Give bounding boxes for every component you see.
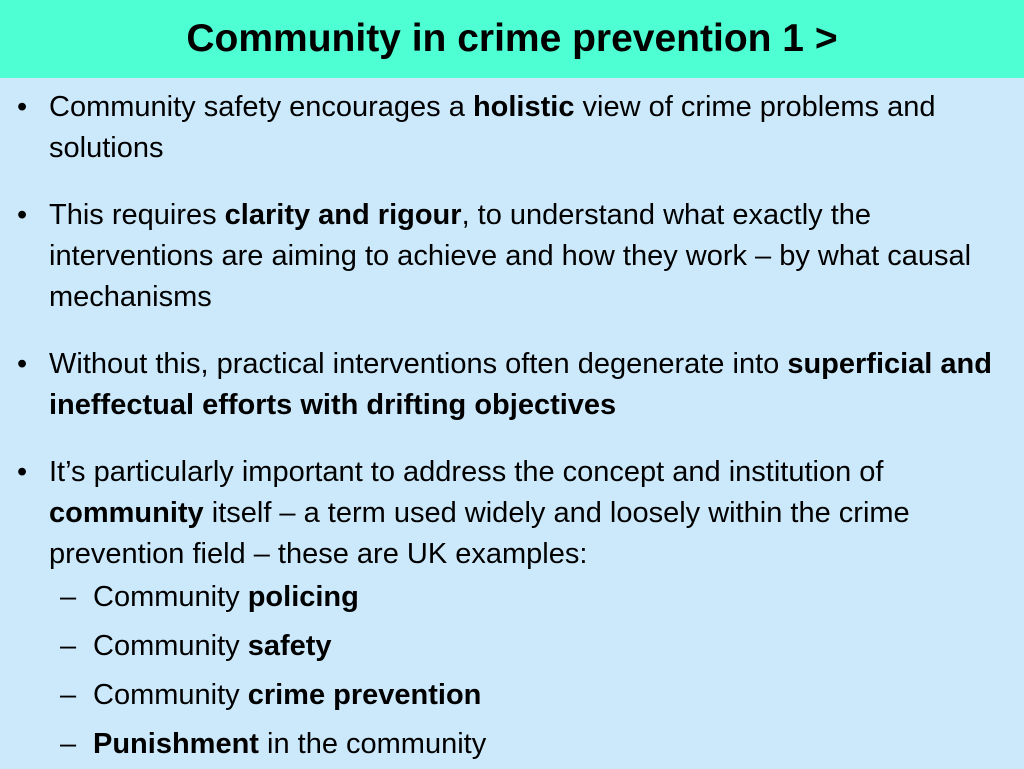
bullet-text: It’s particularly important to address the concept and institution of [49, 456, 884, 488]
sub-bullet-text: Community [93, 581, 248, 613]
bullet-marker: • [17, 456, 28, 488]
bullet-item [17, 195, 1017, 318]
bullet-item [17, 344, 1017, 426]
bullet-marker: • [17, 348, 28, 380]
sub-bullet-bold-text: Punishment [93, 728, 259, 760]
sub-bullet-bold-text: crime prevention [247, 679, 482, 711]
sub-bullet-marker: – [60, 630, 77, 662]
sub-bullet-bold-text: policing [247, 581, 359, 613]
sub-bullet-text: Community [93, 630, 248, 662]
slide-title: Community in crime prevention 1 > [186, 17, 838, 60]
bullet-text: view of crime problems and solutions [49, 91, 936, 164]
bullet-text: Community safety encourages a [49, 91, 473, 123]
bullet-bold-text: clarity and rigour [224, 199, 462, 231]
sub-bullet-text: in the community [258, 728, 487, 760]
sub-bullet-list [17, 573, 1017, 769]
sub-bullet-item [17, 622, 1017, 671]
sub-bullet-item [17, 671, 1017, 720]
bullet-bold-text: community [49, 497, 204, 529]
sub-bullet-bold-text: safety [247, 630, 332, 662]
bullet-item [17, 452, 1017, 575]
bullet-item [17, 87, 1017, 169]
slide-content [17, 87, 1017, 769]
bullet-bold-text: holistic [472, 91, 575, 123]
title-bar [0, 0, 1024, 78]
bullet-bold-text: superficial and ineffectual efforts with drifting objectives [49, 348, 992, 421]
bullet-text: Without this, practical interventions often degenerate into [49, 348, 788, 380]
bullet-marker: • [17, 91, 28, 123]
bullet-text: This requires [49, 199, 225, 231]
sub-bullet-marker: – [60, 581, 77, 613]
sub-bullet-marker: – [60, 728, 77, 760]
sub-bullet-item [17, 573, 1017, 622]
sub-bullet-item [17, 720, 1017, 769]
sub-bullet-text: Community [93, 679, 248, 711]
bullet-text: , to understand what exactly the interventions are aiming to achieve and how they work – by what causal mechanisms [49, 199, 972, 313]
bullet-marker: • [17, 199, 28, 231]
bullet-text: itself – a term used widely and loosely within the crime prevention field – these are UK examples: [49, 497, 910, 570]
sub-bullet-marker: – [60, 679, 77, 711]
